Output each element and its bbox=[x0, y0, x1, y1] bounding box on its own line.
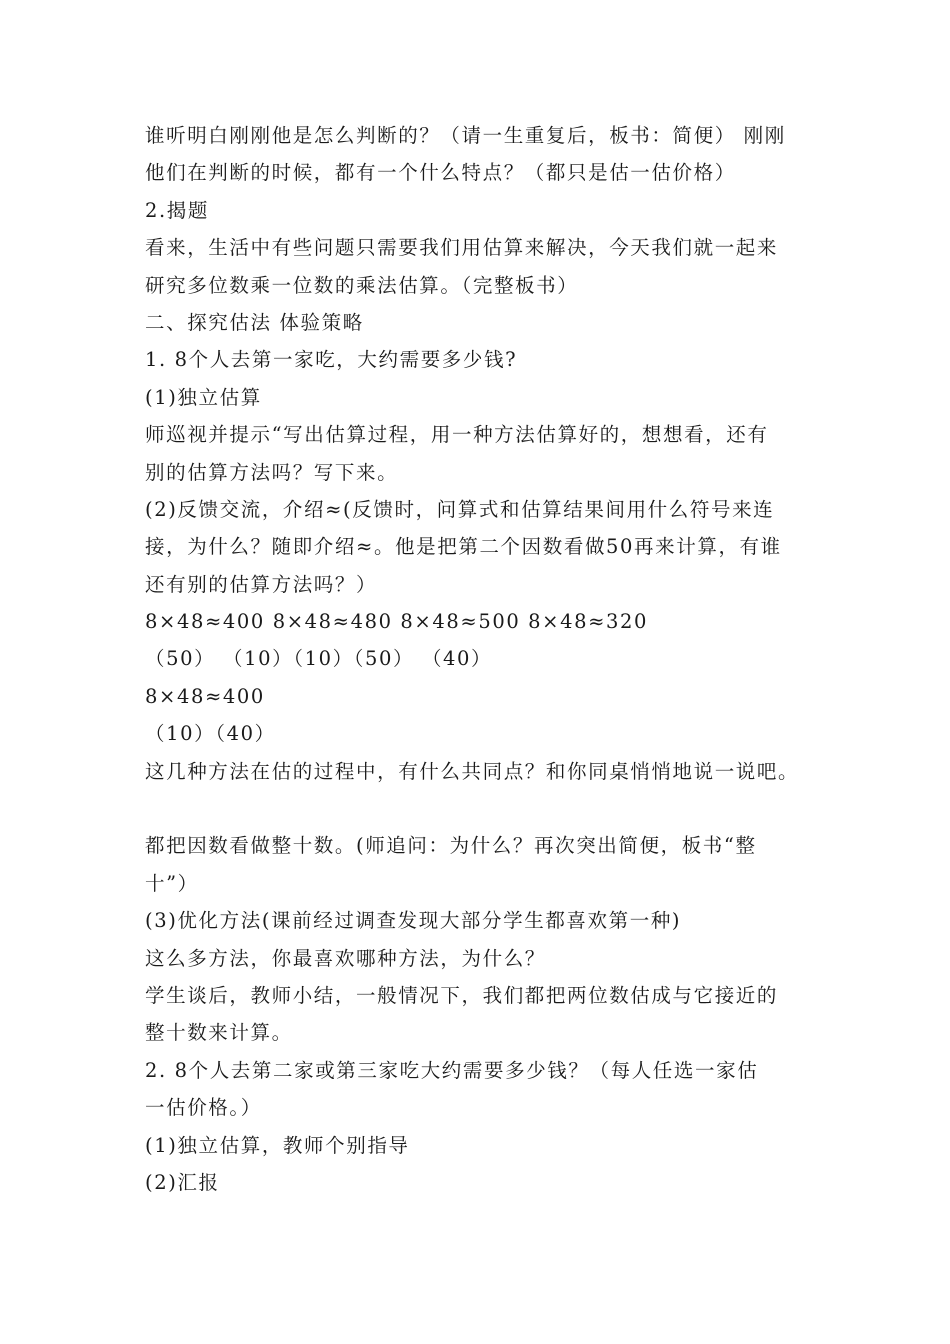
document-body bbox=[145, 117, 835, 1201]
paragraph-line: 一估价格。） bbox=[145, 1096, 262, 1120]
paragraph-line: 这几种方法在估的过程中，有什么共同点？和你同桌悄悄地说一说吧。 bbox=[145, 759, 800, 783]
equation-line: 8×48≈400 bbox=[145, 684, 265, 708]
step-line: (3)优化方法(课前经过调查发现大部分学生都喜欢第一种) bbox=[145, 909, 682, 933]
question-line: 2. 8个人去第二家或第三家吃大约需要多少钱？（每人任选一家估 bbox=[145, 1058, 759, 1082]
paragraph-line: 研究多位数乘一位数的乘法估算。（完整板书） bbox=[145, 273, 579, 297]
paragraph-line: 学生谈后，教师小结，一般情况下，我们都把两位数估成与它接近的 bbox=[145, 983, 779, 1007]
equation-note-line: （50） （10）（10）（50） （40） bbox=[145, 647, 493, 671]
section-heading: 二、探究估法 体验策略 bbox=[145, 310, 364, 334]
step-line: (2)反馈交流，介绍≈(反馈时，问算式和估算结果间用什么符号来连 bbox=[145, 497, 775, 521]
paragraph-line: 看来，生活中有些问题只需要我们用估算来解决，今天我们就一起来 bbox=[145, 236, 779, 260]
step-line: (1)独立估算 bbox=[145, 385, 262, 409]
paragraph-line: 谁听明白刚刚他是怎么判断的？（请一生重复后，板书：简便） 刚刚 bbox=[145, 124, 786, 147]
paragraph-line: 十”） bbox=[145, 871, 199, 895]
paragraph-line: 师巡视并提示“写出估算过程，用一种方法估算好的，想想看，还有 bbox=[145, 423, 769, 447]
paragraph-line: 接，为什么？随即介绍≈。他是把第二个因数看做50再来计算，有谁 bbox=[145, 535, 782, 559]
equation-line: 8×48≈400 8×48≈480 8×48≈500 8×48≈320 bbox=[145, 610, 649, 634]
question-line: 1. 8个人去第一家吃，大约需要多少钱? bbox=[145, 348, 518, 372]
section-heading: 2.揭题 bbox=[145, 198, 210, 222]
paragraph-line: 整十数来计算。 bbox=[145, 1021, 293, 1045]
step-line: (1)独立估算，教师个别指导 bbox=[145, 1133, 410, 1157]
paragraph-line: 别的估算方法吗？写下来。 bbox=[145, 460, 399, 484]
paragraph-line: 都把因数看做整十数。(师追问：为什么？再次突出简便，板书“整 bbox=[145, 834, 757, 858]
equation-note-line: （10）（40） bbox=[145, 722, 276, 746]
paragraph-line: 他们在判断的时候，都有一个什么特点？（都只是估一估价格） bbox=[145, 161, 736, 185]
blank-line bbox=[145, 790, 835, 827]
paragraph-line: 还有别的估算方法吗？） bbox=[145, 572, 378, 596]
step-line: (2)汇报 bbox=[145, 1170, 220, 1194]
paragraph-line: 这么多方法，你最喜欢哪种方法，为什么？ bbox=[145, 946, 546, 970]
